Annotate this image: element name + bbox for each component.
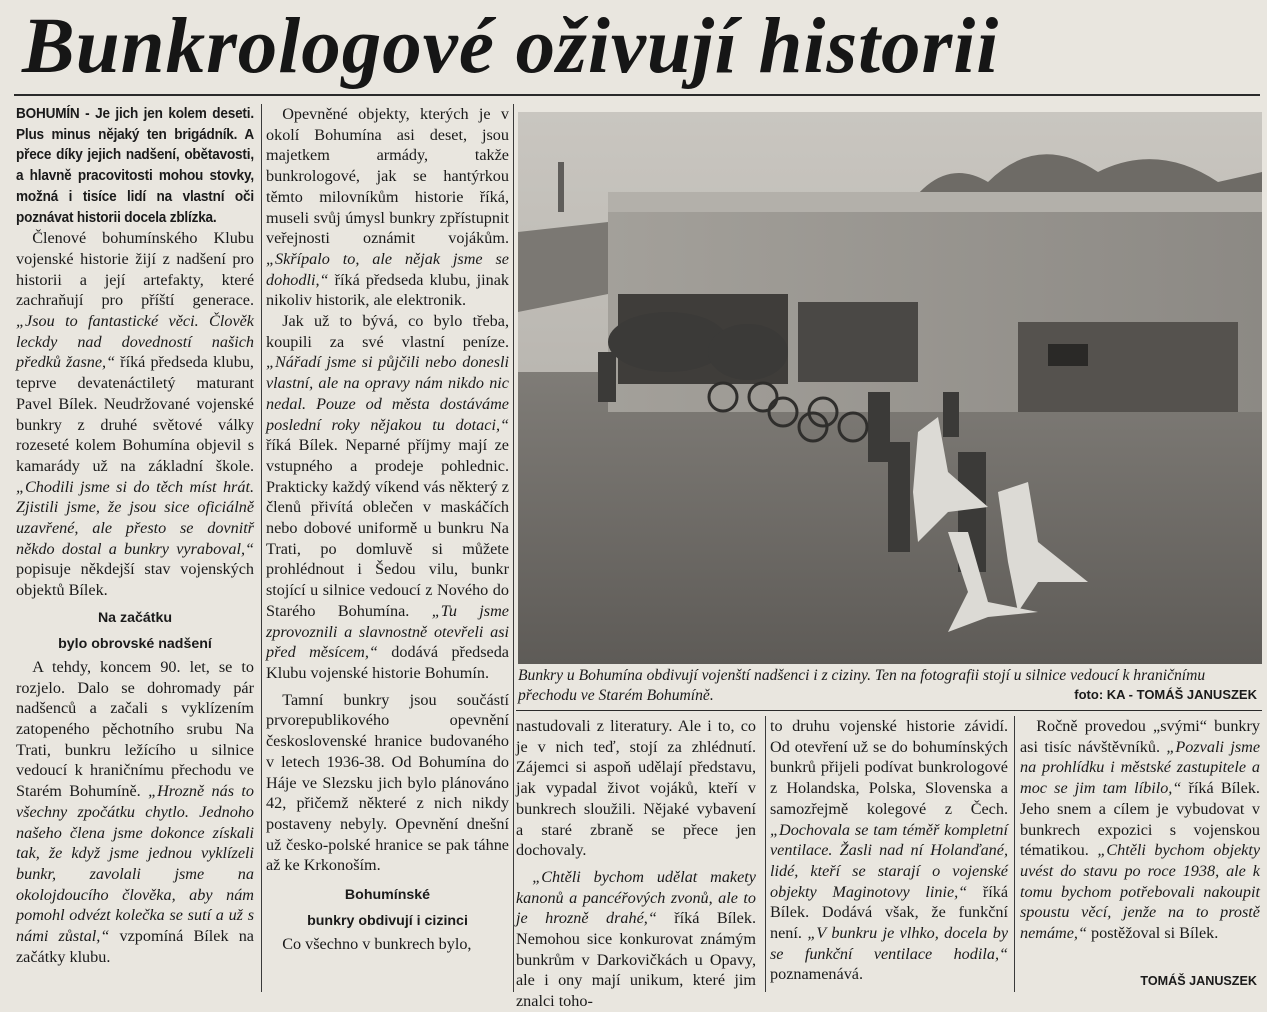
article-headline: Bunkrologové oživují historii xyxy=(22,3,1000,90)
headline-rule xyxy=(14,94,1260,96)
paragraph: Ročně provedou „svými“ bunkry asi tisíc návštěvníků. „Pozvali jsme na prohlídku i městské zastupitele a moc se jim tam líbilo,“ říká Bílek. Jeho snem a cílem je vybudovat v bunkrech expozici s vojenskou tématikou. „Chtěli bychom objekty uvést do stavu po roce 1938, ale k tomu bychom potřebovali nakoupit spoustu věcí, jenže na to prostě nemáme,“ postěžoval si Bílek. xyxy=(1020,717,1261,943)
photo-credit: foto: KA - TOMÁŠ JANUSZEK xyxy=(1074,687,1257,702)
author-byline: TOMÁŠ JANUSZEK xyxy=(1140,974,1257,988)
subheading: Na začátku xyxy=(97,609,173,626)
photo-caption: Bunkry u Bohumína obdivují vojenští nadšenci i z ciziny. Ten na fotografii stojí u silnice vedoucí k hraničnímu přechodu ve Starém Bohumíně. xyxy=(518,667,1206,704)
subheading: Bohumínské xyxy=(344,887,431,904)
column-divider xyxy=(765,716,766,992)
bunker-photo-image xyxy=(518,112,1262,664)
column-divider xyxy=(1014,716,1015,992)
paragraph: Tamní bunkry jsou součástí prvorepublikového opevnění československé hranice budovaného v letech 1936-38. Od Bohumína do Háje ve Slezsku jich bylo plánováno 42, přičemž některé z nich nikdy postaveny nebyly. Opevnění dnešní už česko-polské hranice se pak táhne až ke Krkonoším. xyxy=(266,690,509,875)
column-divider xyxy=(261,104,262,992)
paragraph: Jak už to bývá, co bylo třeba, koupili za své vlastní peníze. „Nářadí jsme si půjčili nebo donesli vlastní, ale na opravy nám nikdo nic nedal. Pouze od města dostáváme poslední roky nějakou tu dotaci,“ říká Bílek. Neparné příjmy mají ze vstupného a prodeje pohlednic. Prakticky každý víkend vás některý z členů přivítá oblečen v maskáčích nebo dobové uniformě u bunkru Na Trati, po domluvě si můžete prohlédnout i Šedou vilu, bunkr stojící u silnice vedoucí z Nového do Starého Bohumína. „Tu jsme zprovoznili a slavnostně otevřeli asi před měsícem,“ dodává předseda Klubu vojenské historie Bohumín. xyxy=(266,312,509,682)
article-column-3 xyxy=(516,716,756,1011)
article-column-1 xyxy=(16,104,254,994)
paragraph: nastudovali z literatury. Ale i to, co je v nich teď, stojí za zhlédnutí. Zájemci si aspoň udělají představu, jak vypadal život vojáků, kteří v bunkrech sloužili. Nějaké vybavení a staré zbraně se přece jen dochovaly. xyxy=(516,717,756,860)
paragraph: to druhu vojenské historie závidí. Od otevření už se do bohumínských bunkrů přijeli podívat bunkrologové z Holandska, Polska, Slovenska a samozřejmě kolegové z Čech. „Dochovala se tam téměř kompletní ventilace. Žasli nad ní Holanďané, lidé, kteří se starají o vojenské objekty Maginotovy linie,“ říká Bílek. Dodává však, že funkční není. „V bunkru je vlhko, docela by se funkční ventilace hodila,“ poznamenává. xyxy=(770,717,1009,984)
subheading: bunkry obdivují i cizinci xyxy=(307,913,468,930)
caption-rule xyxy=(516,710,1262,711)
article-column-2 xyxy=(266,104,509,994)
paragraph: Členové bohumínského Klubu vojenské historie žijí z nadšení pro historii a její artefakty, které zachraňují pro příští generace. „Jsou to fantastické věci. Člověk leckdy nad dovedností našich předků žasne,“ říká předseda klubu, teprve devatenáctiletý maturant Pavel Bílek. Neudržované vojenské bunkry z druhé světové války rozeseté kolem Bohumína objevil s kamarády už na základní škole. „Chodili jsme si do těch míst hrát. Zjistili jsme, že jsou sice oficiálně uzavřené, ale přesto se dovnitř někdo dostal a bunkry vyraboval,“ popisuje někdejší stav vojenských objektů Bílek. xyxy=(16,229,254,600)
article-column-4 xyxy=(770,716,1008,994)
column-divider xyxy=(513,104,514,992)
subheading: bylo obrovské nadšení xyxy=(58,635,212,652)
article-lead: BOHUMÍN - Je jich jen kolem deseti. Plus minus nějaký ten brigádník. A přece díky jejich nadšení, obětavosti, a hlavně pracovitosti mohou stovky, možná i tisíce lidí na vlastní oči poznávat historii docela zblízka. xyxy=(16,106,254,226)
bunker-photo xyxy=(518,112,1262,664)
article-column-5 xyxy=(1020,716,1260,972)
paragraph: „Chtěli bychom udělat makety kanonů a pancéřových zvonů, ale to je hrozně drahé,“ říká Bílek. Nemohou sice konkurovat známým bunkrům v Darkovičkách u Opavy, ale i ony mají unikum, které jim znalci toho- xyxy=(516,867,756,1011)
paragraph: Opevněné objekty, kterých je v okolí Bohumína asi deset, jsou majetkem armády, takže bunkrologové, jak se hantýrkou těmto milovníkům historie říká, museli svůj úmysl bunkry zpřístupnit veřejnosti oznámit vojákům. „Skřípalo to, ale nějak jsme se dohodli,“ říká předseda klubu, jinak nikoliv historik, ale elektronik. xyxy=(266,105,509,310)
paragraph: A tehdy, koncem 90. let, se to rozjelo. Dalo se dohromady pár nadšenců a začali s vyklízením zatopeného pěchotního srubu Na Trati, bunkru ležícího u silnice vedoucí k hraničnímu přechodu ve Starém Bohumíně. „Hrozně nás to všechny zpočátku chytlo. Jednoho našeho člena jsme dokonce získali tak, že když jsme jednou vyklízeli bunkr, zavolali jsme na okolojdoucího člověka, aby nám pomohl odvézt kolečka se sutí a už s námi zůstal,“ vzpomíná Bílek na začátky klubu. xyxy=(16,657,254,966)
paragraph: Co všechno v bunkrech bylo, xyxy=(282,935,472,954)
